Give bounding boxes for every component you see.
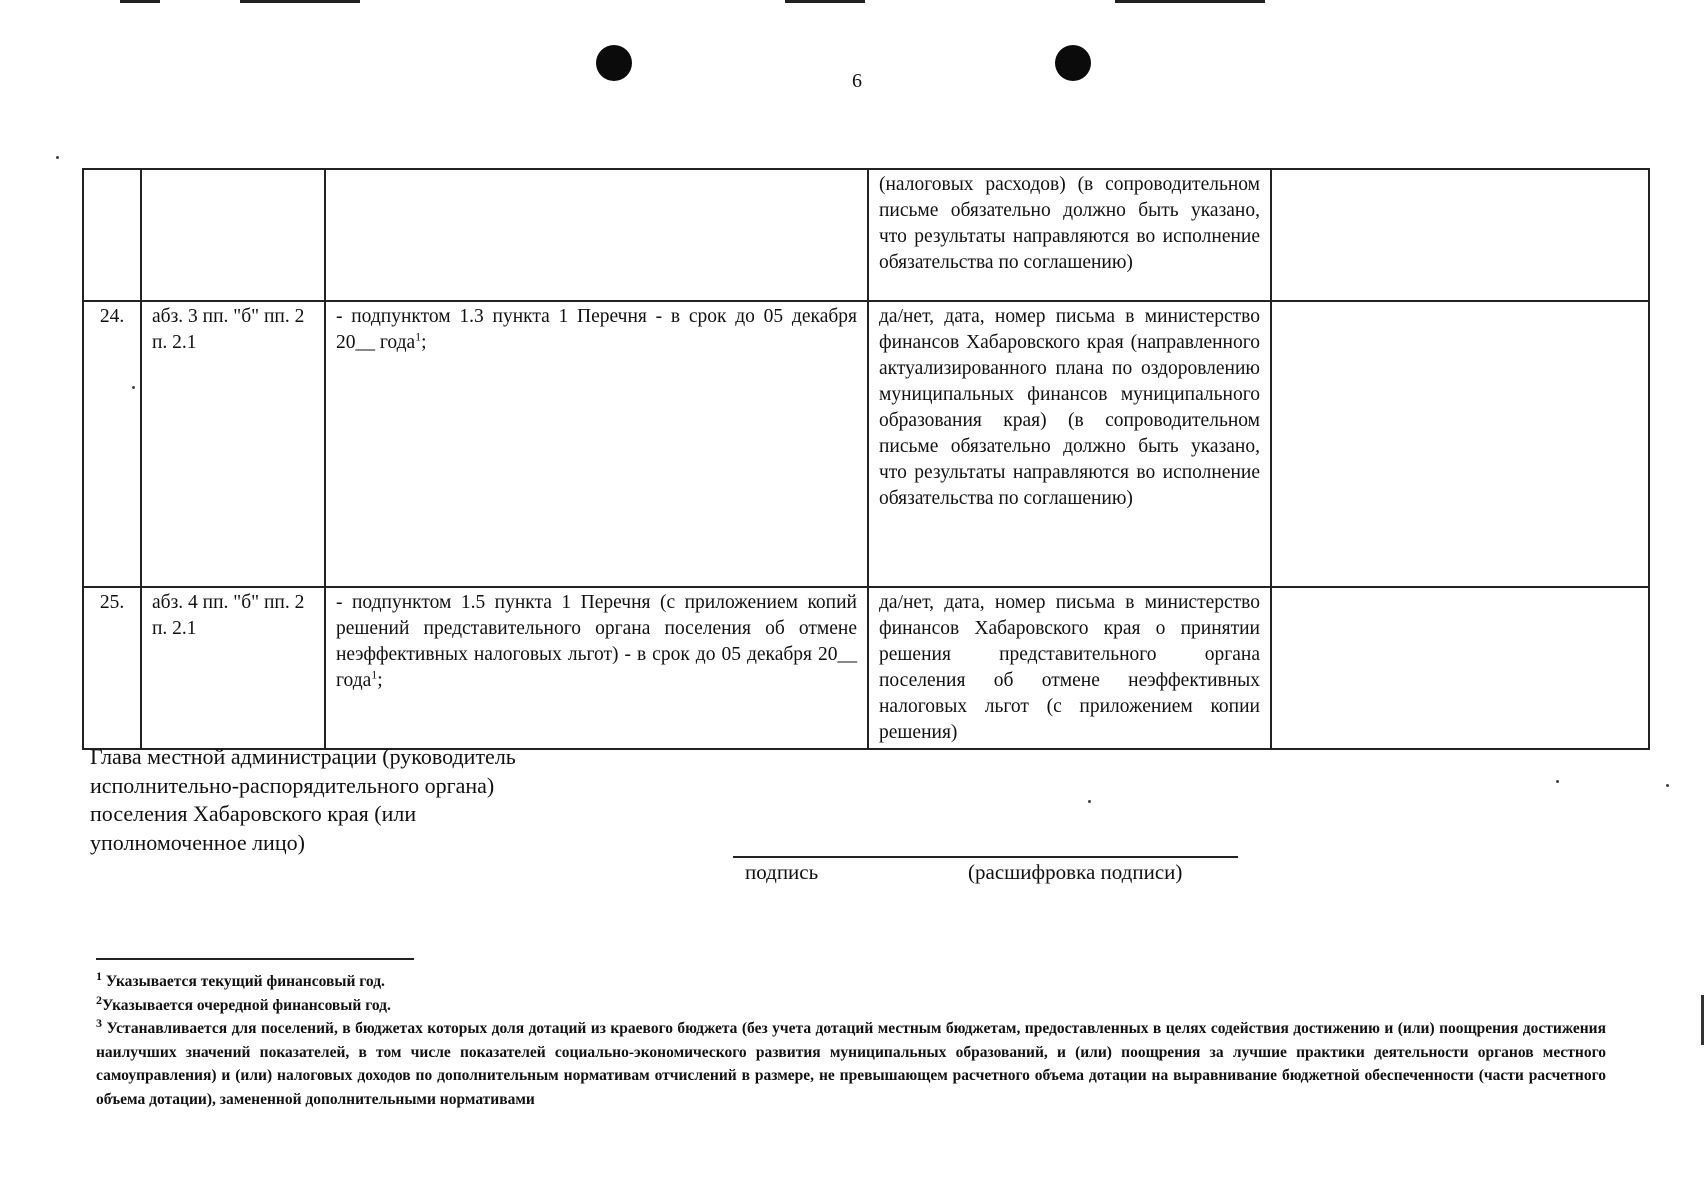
row-obligation-end: ;	[421, 332, 427, 353]
row-obligation-text: - подпунктом 1.3 пункта 1 Перечня - в срок до 05 декабря 20__ года	[336, 306, 857, 353]
row-reference	[141, 169, 325, 301]
row-reference: абз. 3 пп. "б" пп. 2 п. 2.1	[141, 301, 325, 587]
scan-speck	[132, 386, 135, 389]
footnote-separator	[96, 958, 414, 960]
scan-speck	[56, 156, 59, 159]
signatory-title-line: уполномоченное лицо)	[90, 829, 305, 855]
signatory-title-line: исполнительно-распорядительного органа)	[90, 772, 495, 798]
row-result: да/нет, дата, номер письма в министерство финансов Хабаровского края (направленного актуализированного плана по оздоровлению муниципальных финансов муниципального образования края) (в сопроводительном письме обязательно должно быть указано, что результаты направляются во исполнение обязательства по соглашению)	[868, 301, 1271, 587]
table-row	[83, 169, 1649, 301]
footnote-text: Указывается текущий финансовый год.	[102, 973, 385, 990]
row-note	[1271, 587, 1649, 749]
table-row	[83, 587, 1649, 749]
row-number	[83, 169, 141, 301]
footnotes	[96, 970, 1606, 1111]
footnote-ref: 1	[415, 329, 422, 344]
signatory-title-line: поселения Хабаровского края (или	[90, 801, 417, 826]
punch-hole-left	[596, 45, 632, 81]
row-note	[1271, 301, 1649, 587]
row-obligation	[325, 587, 868, 749]
row-obligation-text: - подпунктом 1.5 пункта 1 Перечня (с приложением копий решений представительного органа поселения об отмене неэффективных налоговых льгот) - в срок до 05 декабря 20__ года	[336, 592, 857, 691]
row-number: 25.	[83, 587, 141, 749]
scan-artifact-line	[240, 0, 360, 3]
page-number: 6	[852, 70, 862, 92]
footnote-3	[96, 1017, 1606, 1111]
footnote-mark: 3	[96, 1015, 102, 1030]
row-result: да/нет, дата, номер письма в министерство финансов Хабаровского края о принятии решения представительного органа поселения об отмене неэффективных налоговых льгот (с приложением копии решения)	[868, 587, 1271, 749]
row-obligation	[325, 301, 868, 587]
footnote-text: Устанавливается для поселений, в бюджетах которых доля дотаций из краевого бюджета (без учета дотаций местным бюджетам, предоставленных в целях содействия достижению и (или) поощрения достижения наилучших значений показателей, в том числе показателей социально-экономического развития муниципальных образований, и (или) поощрения за лучшие практики деятельности органов местного самоуправления) и (или) налоговых доходов по дополнительным нормативам отчислений в размере, не превышающем расчетного объема дотации на выравнивание бюджетной обеспеченности (части расчетного объема дотации), замененной дополнительными нормативами	[96, 1020, 1606, 1108]
scan-artifact-line	[1115, 0, 1265, 3]
row-note	[1271, 169, 1649, 301]
scan-speck	[1088, 800, 1091, 803]
row-number: 24.	[83, 301, 141, 587]
footnote-ref: 1	[371, 667, 378, 682]
footnote-mark: 2	[96, 992, 102, 1007]
signature-label: подпись	[745, 860, 819, 884]
signatory-title-line: Глава местной администрации (руководитель	[90, 744, 516, 769]
scan-artifact-line	[785, 0, 865, 3]
row-reference: абз. 4 пп. "б" пп. 2 п. 2.1	[141, 587, 325, 749]
signatory-title	[90, 743, 650, 857]
scan-speck	[1556, 780, 1559, 783]
signature-line	[733, 856, 1238, 858]
footnote-text: Указывается очередной финансовый год.	[102, 996, 391, 1014]
footnote-mark: 1	[96, 968, 102, 983]
row-obligation	[325, 169, 868, 301]
footnote-1	[96, 970, 1606, 994]
report-table	[82, 168, 1650, 750]
scan-artifact-line	[120, 0, 160, 3]
scan-speck	[1666, 784, 1669, 787]
footnote-2	[96, 994, 1606, 1018]
signature-decode-label: (расшифровка подписи)	[968, 860, 1183, 884]
table-row	[83, 301, 1649, 587]
row-result: (налоговых расходов) (в сопроводительном письме обязательно должно быть указано, что результаты направляются во исполнение обязательства по соглашению)	[868, 169, 1271, 301]
row-obligation-end: ;	[377, 670, 383, 691]
punch-hole-right	[1055, 45, 1091, 81]
